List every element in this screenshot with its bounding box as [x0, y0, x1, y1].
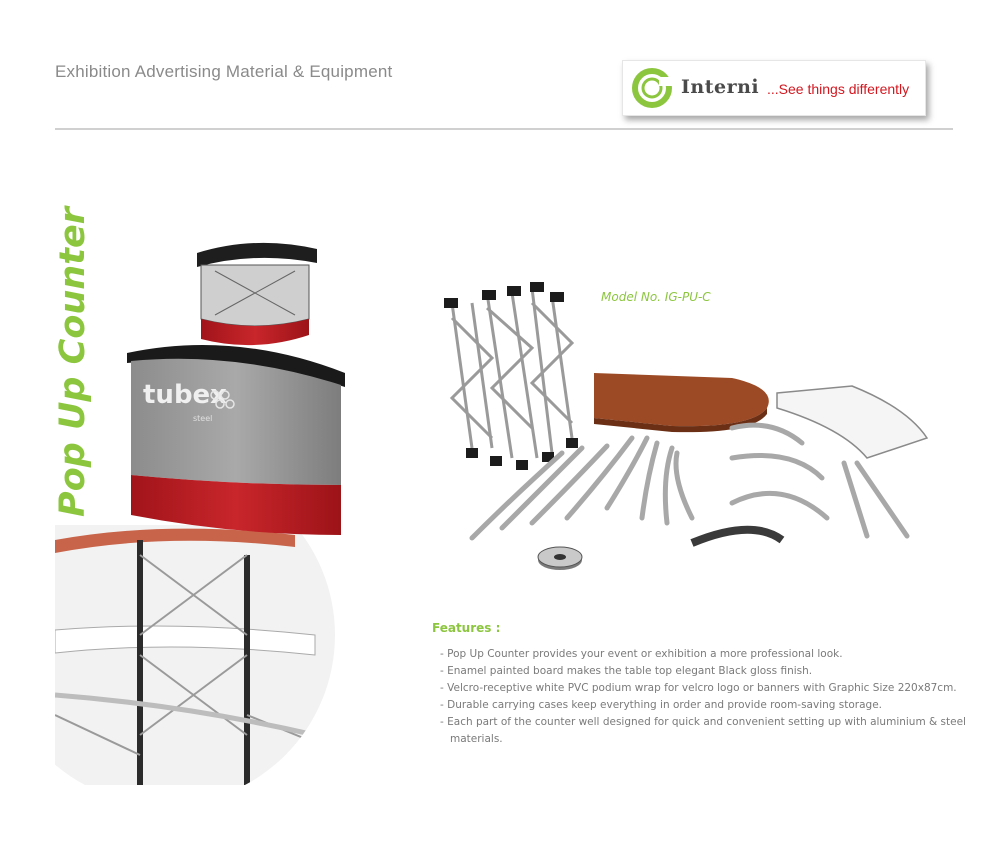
large-counter-image [127, 345, 345, 535]
features-list [440, 646, 980, 748]
feature-item: - Each part of the counter well designed for quick and convenient setting up with aluminium & steel materials. [440, 716, 966, 745]
frame-detail-image [55, 525, 345, 785]
model-number: Model No. IG-PU-C [601, 290, 711, 304]
small-counter-image [197, 243, 317, 345]
logo-tagline: ...See things differently [767, 81, 910, 97]
folding-frame-image [452, 288, 572, 458]
counter-photo [55, 235, 345, 785]
podium-wrap-panel [777, 386, 927, 458]
base-plate-image [538, 547, 582, 570]
counter-brand-sub: steel [193, 414, 213, 423]
product-title: Pop Up Counter [53, 207, 93, 517]
page-header-title: Exhibition Advertising Material & Equipment [55, 62, 393, 81]
header-divider [55, 128, 953, 130]
counter-brand-text: tubex [143, 380, 227, 410]
logo-mark-icon [629, 67, 675, 109]
features-heading: Features : [432, 621, 501, 635]
feature-item: - Durable carrying cases keep everything in order and provide room-saving storage. [440, 699, 883, 711]
feature-item: - Velcro-receptive white PVC podium wrap for velcro logo or banners with Graphic Size 220x87cm. [440, 682, 957, 694]
feature-item: - Enamel painted board makes the table top elegant Black gloss finish. [440, 665, 813, 677]
logo-name: Interni [681, 76, 760, 98]
curved-base-rail [692, 530, 782, 543]
curved-rails-image [472, 425, 907, 538]
counter-parts-photo [432, 278, 932, 578]
feature-item: - Pop Up Counter provides your event or exhibition a more professional look. [440, 648, 843, 660]
company-logo [622, 60, 926, 116]
table-top-image [594, 373, 769, 432]
